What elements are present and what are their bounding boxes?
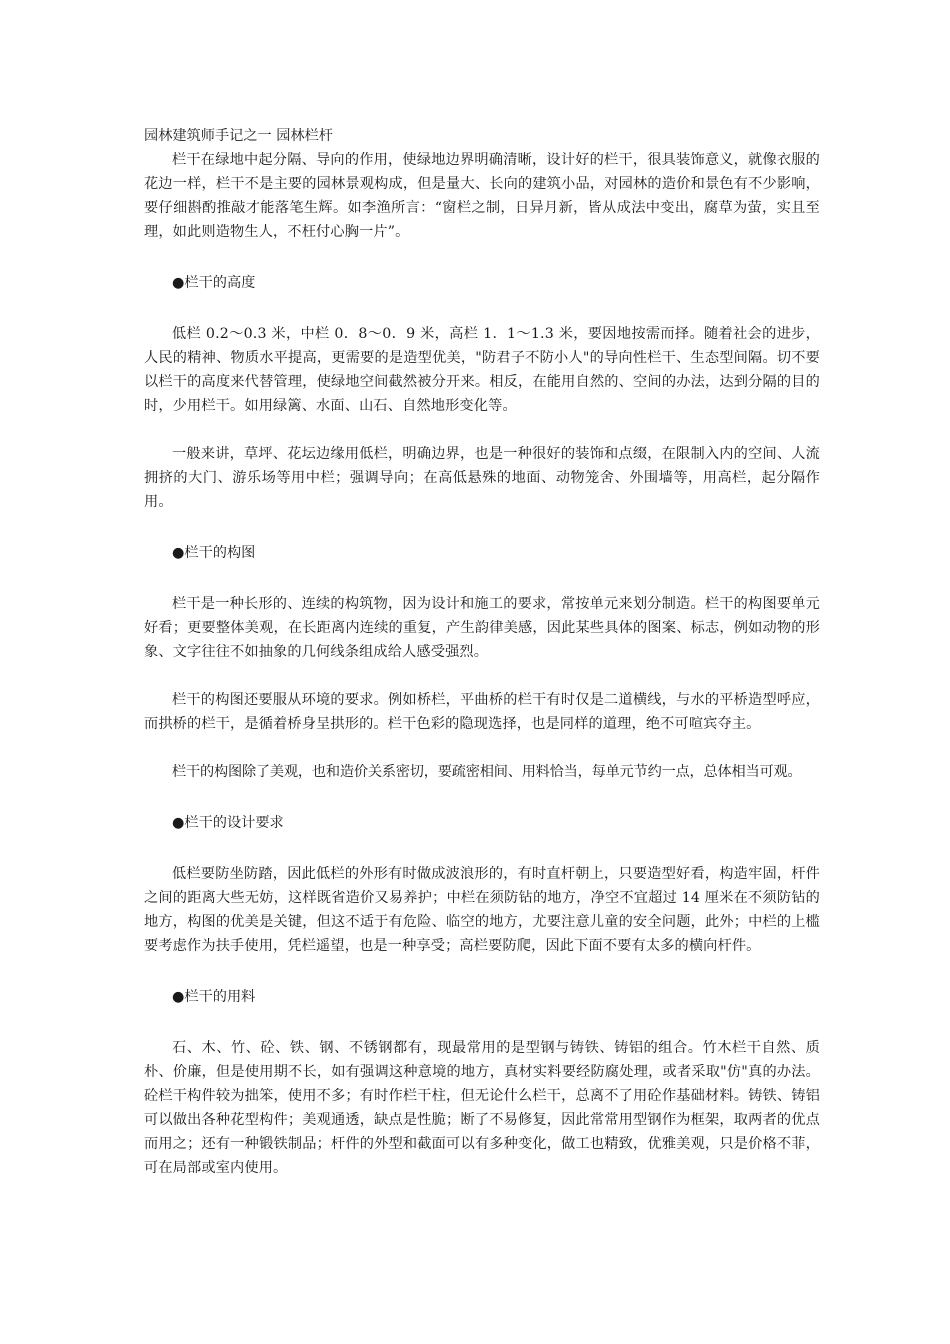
document-page [144,124,820,1180]
document-title: 园林建筑师手记之一 园林栏杆 [144,128,333,144]
intro-paragraph: 栏干在绿地中起分隔、导向的作用，使绿地边界明确清晰，设计好的栏干，很具装饰意义，就像衣服的花边一样，栏干不是主要的园林景观构成，但是量大、长向的建筑小品，对园林的造价和景色有不少影响，要仔细斟酌推敲才能落笔生辉。如李渔所言：“窗栏之制，日异月新，皆从成法中变出，腐草为萤，实且至理，如此则造物生人，不枉付心胸一片”。 [144,152,820,240]
section-heading-height: ●栏干的高度 [172,275,256,291]
composition-paragraph-1: 栏干是一种长形的、连续的构筑物，因为设计和施工的要求，常按单元来划分制造。栏干的构图要单元好看；更要整体美观，在长距离内连续的重复，产生韵律美感，因此某些具体的图案、标志，例如动物的形象、文字往往不如抽象的几何线条组成给人感受强烈。 [144,596,820,660]
composition-paragraph-2: 栏干的构图还要服从环境的要求。例如桥栏，平曲桥的栏干有时仅是二道横线，与水的平桥造型呼应，而拱桥的栏干，是循着桥身呈拱形的。栏干色彩的隐现选择，也是同样的道理，绝不可喧宾夺主。 [144,692,820,732]
composition-paragraph-3: 栏干的构图除了美观，也和造价关系密切，要疏密相间、用料恰当，每单元节约一点，总体相当可观。 [172,764,802,780]
section-heading-materials: ●栏干的用料 [172,989,256,1005]
materials-paragraph-1: 石、木、竹、砼、铁、钢、不锈钢都有，现最常用的是型钢与铸铁、铸铝的组合。竹木栏干自然、质朴、价廉，但是使用期不长，如有强调这种意境的地方，真材实料要经防腐处理，或者采取"仿"真的办法。砼栏干构件较为拙笨，使用不多；有时作栏干柱，但无论什么栏干，总离不了用砼作基础材料。铸铁、铸铝可以做出各种花型构件；美观通透，缺点是性脆；断了不易修复，因此常常用型钢作为框架，取两者的优点而用之；还有一种锻铁制品；杆件的外型和截面可以有多种变化，做工也精致，优雅美观，只是价格不菲，可在局部或室内使用。 [144,1040,820,1176]
section-heading-design: ●栏干的设计要求 [172,815,284,831]
height-paragraph-1: 低栏 0.2～0.3 米，中栏 0．8～0．9 米，高栏 1．1～1.3 米，要因地按需而择。随着社会的进步，人民的精神、物质水平提高，更需要的是造型优美，"防君子不防小人"的导向性栏干、生态型间隔。切不要以栏干的高度来代替管理，使绿地空间截然被分开来。相反，在能用自然的、空间的办法，达到分隔的目的时，少用栏干。如用绿篱、水面、山石、自然地形变化等。 [144,326,820,414]
design-paragraph-1: 低栏要防坐防踏，因此低栏的外形有时做成波浪形的，有时直杆朝上，只要造型好看，构造牢固，杆件之间的距离大些无妨，这样既省造价又易养护；中栏在须防钻的地方，净空不宜超过 14 厘米在不须防钻的地方，构图的优美是关键，但这不适于有危险、临空的地方，尤要注意儿童的安全问题，此外；中栏的上槛要考虑作为扶手使用，凭栏遥望，也是一种享受；高栏要防爬，因此下面不要有太多的横向杆件。 [144,866,820,954]
section-heading-composition: ●栏干的构图 [172,545,256,561]
height-paragraph-2: 一般来讲，草坪、花坛边缘用低栏，明确边界，也是一种很好的装饰和点缀，在限制入内的空间、人流拥挤的大门、游乐场等用中栏；强调导向；在高低悬殊的地面、动物笼舍、外围墙等，用高栏，起分隔作用。 [144,446,820,510]
